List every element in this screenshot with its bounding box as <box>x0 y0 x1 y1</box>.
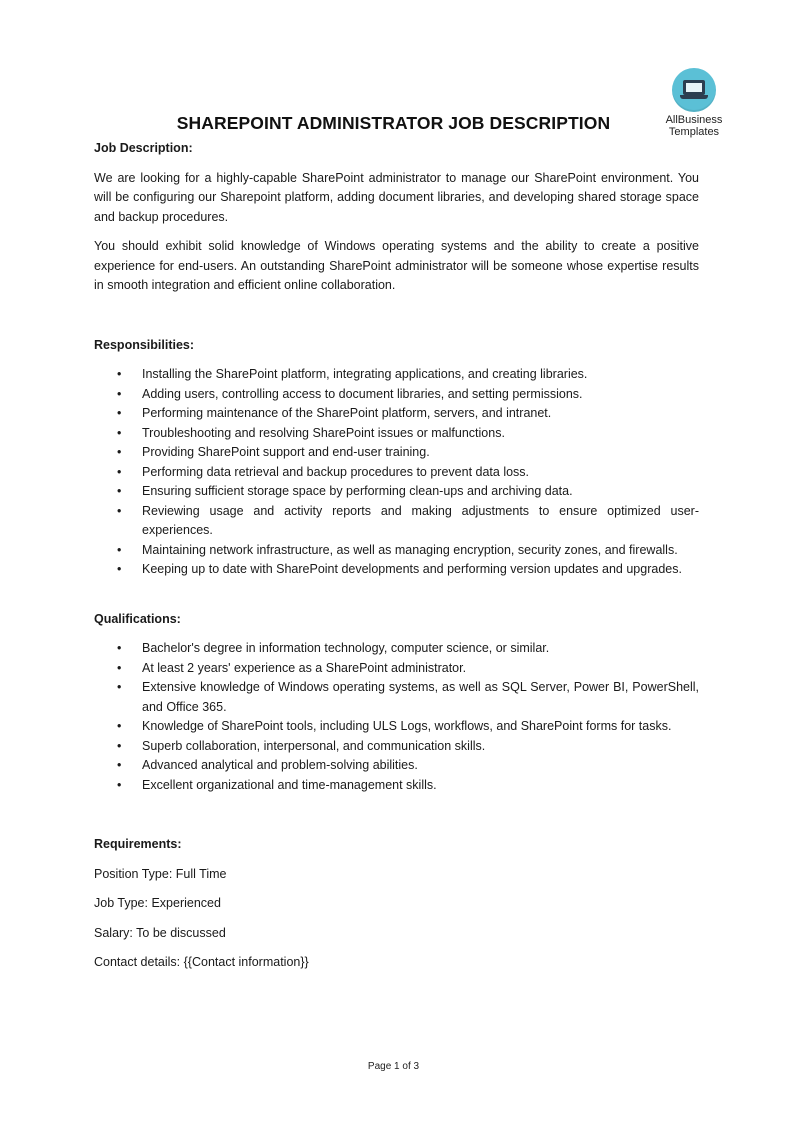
bullet: • <box>117 445 122 459</box>
bullet: • <box>117 641 122 655</box>
job-description-paragraph-2: You should exhibit solid knowledge of Windows operating systems and the ability to create a positive experience for end-users. An outstanding SharePoint administrator will be someone whose expertise results in smooth integration and efficient online collaboration. <box>94 239 699 292</box>
job-type-line: Job Type: Experienced <box>94 896 221 910</box>
bullet: • <box>117 777 122 792</box>
bullet: • <box>117 542 122 557</box>
laptop-icon <box>672 68 716 112</box>
bullet: • <box>117 680 122 694</box>
list-item: • Advanced analytical and problem-solving abilities. <box>94 756 699 776</box>
page-title: SHAREPOINT ADMINISTRATOR JOB DESCRIPTION <box>176 113 611 133</box>
job-description-paragraph-1: We are looking for a highly-capable SharePoint administrator to manage our SharePoint environment. You will be configuring our Sharepoint platform, adding document libraries, and developing shared storage space and backup procedures. <box>94 170 699 224</box>
list-item: • Reviewing usage and activity reports and making adjustments to ensure optimized user-experiences. <box>117 503 699 537</box>
responsibilities-list <box>94 365 699 580</box>
list-item: • Maintaining network infrastructure, as well as managing encryption, security zones, and firewalls. <box>94 541 699 561</box>
logo-line-2: Templates <box>668 126 720 138</box>
list-item: • Ensuring sufficient storage space by performing clean-ups and archiving data. <box>94 482 699 502</box>
qualifications-heading: Qualifications: <box>94 611 181 626</box>
logo-line-1: AllBusiness <box>665 114 723 126</box>
list-item: • Providing SharePoint support and end-user training. <box>94 443 699 463</box>
list-item: • Performing data retrieval and backup procedures to prevent data loss. <box>94 463 699 483</box>
contact-details-line: Contact details: {{Contact information}} <box>94 955 309 969</box>
bullet: • <box>117 367 122 381</box>
bullet: • <box>117 503 122 518</box>
list-item: • Troubleshooting and resolving SharePoint issues or malfunctions. <box>94 424 699 444</box>
requirements-heading: Requirements: <box>94 837 182 851</box>
list-item: • Extensive knowledge of Windows operating systems, as well as SQL Server, Power BI, PowerShell, and Office 365. <box>117 680 699 714</box>
position-type-line: Position Type: Full Time <box>94 866 227 881</box>
list-item: • At least 2 years' experience as a SharePoint administrator. <box>94 659 699 679</box>
bullet: • <box>117 660 122 675</box>
bullet: • <box>117 386 122 401</box>
list-item: • Keeping up to date with SharePoint developments and performing version updates and upgrades. <box>94 560 699 580</box>
bullet: • <box>117 758 122 772</box>
bullet: • <box>117 484 122 498</box>
bullet: • <box>117 562 122 576</box>
list-item: • Knowledge of SharePoint tools, including ULS Logs, workflows, and SharePoint forms for tasks. <box>94 717 699 737</box>
bullet: • <box>117 738 122 753</box>
bullet: • <box>117 406 122 420</box>
bullet: • <box>117 464 122 479</box>
list-item: • Superb collaboration, interpersonal, and communication skills. <box>94 737 699 757</box>
page-number-footer: Page 1 of 3 <box>367 1061 420 1072</box>
job-description-heading: Job Description: <box>94 141 193 155</box>
list-item: • Bachelor's degree in information technology, computer science, or similar. <box>94 639 699 659</box>
document-body <box>94 139 699 973</box>
responsibilities-heading: Responsibilities: <box>94 337 195 352</box>
list-item: • Excellent organizational and time-management skills. <box>94 776 699 796</box>
bullet: • <box>117 425 122 440</box>
list-item: • Performing maintenance of the SharePoint platform, servers, and intranet. <box>94 404 699 424</box>
qualifications-list <box>94 639 699 795</box>
salary-line: Salary: To be discussed <box>94 925 226 940</box>
list-item: • Adding users, controlling access to document libraries, and setting permissions. <box>94 385 699 405</box>
list-item: • Installing the SharePoint platform, integrating applications, and creating libraries. <box>94 365 699 385</box>
bullet: • <box>117 719 122 733</box>
